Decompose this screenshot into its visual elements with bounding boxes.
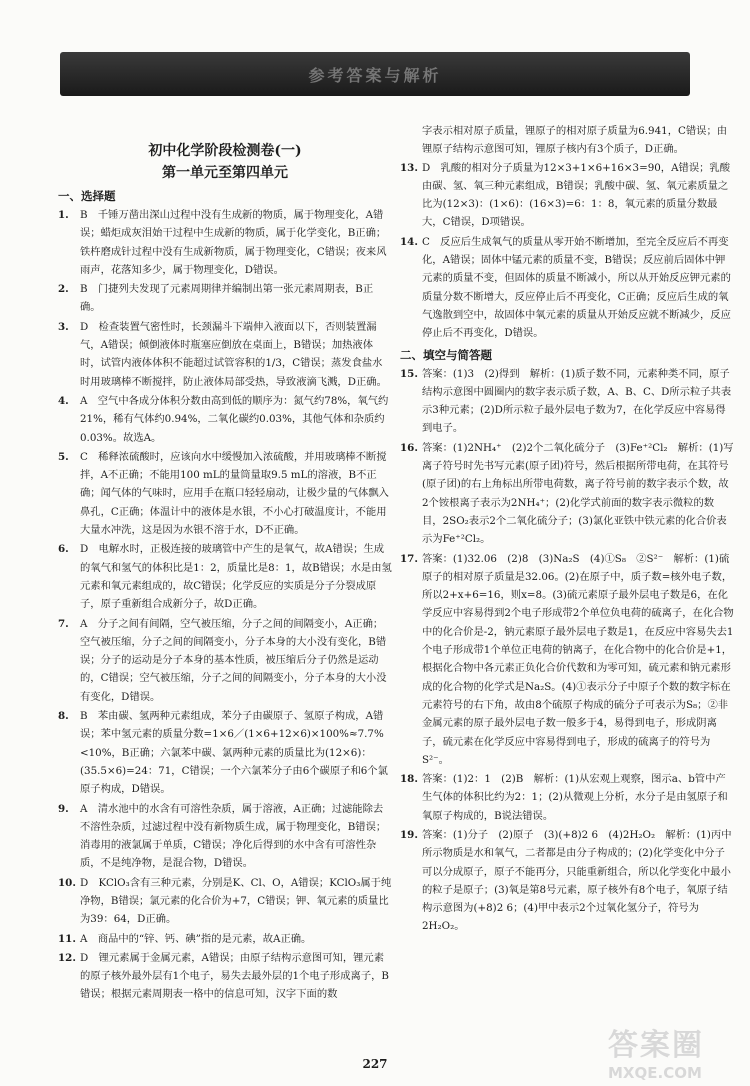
answer-number: 8. bbox=[58, 710, 69, 723]
document-title: 初中化学阶段检测卷(一) bbox=[148, 143, 302, 159]
answer-number: 6. bbox=[58, 543, 69, 556]
answer-number: 3. bbox=[58, 320, 69, 333]
answer-item bbox=[58, 707, 392, 798]
right-answer-list-b bbox=[400, 365, 734, 936]
answer-item bbox=[400, 550, 734, 770]
answer-number: 17. bbox=[400, 552, 418, 565]
answer-text: D 检查装置气密性时，长颈漏斗下端伸入液面以下，否则装置漏气，A错误；倾倒液体时瓶塞应倒放在桌面上，B错误；加热液体时，试管内液体体积不能超过试管容积的1/3，C错误；蒸发食盐水时用玻璃棒不断搅拌，防止液体局部受热，导致液滴飞溅，D正确。 bbox=[80, 320, 387, 388]
answer-item bbox=[400, 233, 734, 343]
answer-number: 16. bbox=[400, 441, 418, 454]
answer-number: 4. bbox=[58, 394, 69, 407]
answer-item bbox=[58, 615, 392, 706]
answer-number: 1. bbox=[58, 209, 69, 221]
answer-item bbox=[58, 448, 392, 539]
answer-item bbox=[58, 930, 392, 948]
answer-text: D KClO₃含有三种元素，分别是K、Cl、O，A错误；KClO₃属于纯净物，B错误；氯元素的化合价为+7，C错误；钾、氧元素的质量比为39：64，D正确。 bbox=[80, 876, 392, 926]
answer-number: 18. bbox=[400, 773, 418, 786]
answer-text: 答案：(1)分子 (2)原子 (3)(+8)2 6 (4)2H₂O₂ 解析：(1)丙中所示物质是水和氧气，二者都是由分子构成的；(2)化学变化中分子可以分成原子，原子不能再分，只能重新组合，所以化学变化中最小的粒子是原子；(3)氧是第8号元素，原子核外有8个电子，氧原子结构示意图为(+8)2 6；(4)甲中表示2个过氧化氢分子，符号为2H₂O₂。 bbox=[422, 828, 732, 933]
watermark-line2: MXQE.COM bbox=[608, 1064, 702, 1082]
answer-number: 9. bbox=[58, 802, 69, 815]
answer-item bbox=[400, 826, 734, 936]
answer-text: D 电解水时，正极连接的玻璃管中产生的是氧气，故A错误；生成的氧气和氢气的体积比是1：2，质量比是8：1，故B错误；水是由氢元素和氧元素组成的，故C错误；化学反应的实质是分子分裂成原子，原子重新组合成新分子，故D正确。 bbox=[80, 543, 392, 611]
answer-item bbox=[400, 439, 734, 549]
answer-text: A 商品中的“锌、钙、碘”指的是元素，故A正确。 bbox=[80, 932, 312, 945]
answer-text: C 稀释浓硫酸时，应该向水中缓慢加入浓硫酸，并用玻璃棒不断搅拌，A不正确；不能用100 mL的量筒量取9.5 mL的溶液，B不正确；闻气体的气味时，应用手在瓶口轻轻扇动，让极少量的气体飘入鼻孔，C正确；体温计中的液体是水银，不小心打破温度计，不能用大量水冲洗，这是因为水银不溶于水，D不正确。 bbox=[80, 450, 389, 537]
answer-text: D 锂元素属于金属元素，A错误；由原子结构示意图可知，锂元素的原子核外最外层有1个电子，易失去最外层的1个电子形成离子，B错误；根据元素周期表一格中的信息可知，汉字下面的数 bbox=[80, 951, 389, 1001]
answer-text: D 乳酸的相对分子质量为12×3+1×6+16×3=90，A错误；乳酸由碳、氢、氧三种元素组成，B错误；乳酸中碳、氢、氧元素质量之比为(12×3)：(1×6)：(16×3)=6：1：8，氧元素的质量分数最大，C错误，D项错误。 bbox=[422, 161, 731, 229]
answer-item bbox=[58, 392, 392, 447]
answer-text: 答案：(1)2NH₄⁺ (2)2个二氧化硫分子 (3)Fe⁺²Cl₂ 解析：(1)写离子符号时先书写元素(原子团)符号，然后根据所带电荷，在其符号(原子团)的右上角标出所带电荷数，离子符号前的数字表示个数，故2个铵根离子表示为2NH₄⁺；(2)化学式前面的数字表示微粒的数目，2SO₂表示2个二氧化硫分子；(3)氯化亚铁中铁元素的化合价表示为Fe⁺²Cl₂。 bbox=[422, 441, 734, 546]
answer-item bbox=[58, 206, 392, 279]
section-heading-choice: 一、选择题 bbox=[58, 189, 116, 203]
section-heading-fill: 二、填空与简答题 bbox=[400, 347, 492, 362]
continued-paragraph: 字表示相对原子质量，锂原子的相对原子质量为6.941，C错误；由锂原子结构示意图可知，锂原子核内有3个质子，D正确。 bbox=[422, 125, 728, 156]
page-number: 227 bbox=[362, 1057, 388, 1071]
answer-number: 5. bbox=[58, 450, 69, 463]
answer-number: 14. bbox=[400, 235, 418, 248]
answer-number: 12. bbox=[58, 951, 76, 964]
header-banner bbox=[60, 52, 690, 96]
answer-item bbox=[58, 318, 392, 391]
answer-number: 11. bbox=[58, 932, 76, 945]
answer-item bbox=[58, 874, 392, 929]
answer-number: 13. bbox=[400, 161, 418, 174]
document-subtitle: 第一单元至第四单元 bbox=[162, 165, 288, 181]
answer-text: A 清水池中的水含有可溶性杂质，属于溶液，A正确；过滤能除去不溶性杂质，过滤过程中没有新物质生成，属于物理变化，B错误；消毒用的液氯属于单质，C错误；净化后得到的水中含有可溶性杂质，不是纯净物，是混合物，D错误。 bbox=[80, 802, 387, 870]
answer-item bbox=[400, 365, 734, 438]
answer-text: A 分子之间有间隔，空气被压缩，分子之间的间隔变小，A正确；空气被压缩，分子之间的间隔变小，分子本身的大小没有变化，B错误；分子的运动是分子本身的基本性质，被压缩后分子仍然是运动的，C错误；空气被压缩，分子之间的间隔变小，分子本身的大小没有变化，D错误。 bbox=[80, 617, 387, 703]
answer-text: 答案：(1)2：1 (2)B 解析：(1)从宏观上观察，图示a、b管中产生气体的体积比约为2：1；(2)从微观上分析，水分子是由氢原子和氧原子构成的，B说法错误。 bbox=[422, 773, 728, 822]
answer-item bbox=[400, 159, 734, 232]
answer-text: B 苯由碳、氢两种元素组成，苯分子由碳原子、氢原子构成，A错误；苯中氢元素的质量分数=1×6／(1×6+12×6)×100%≈7.7%<10%，B正确；六氯苯中碳、氯两种元素的质量比为(12×6)：(35.5×6)=24：71，C错误；一个六氯苯分子由6个碳原子和6个氯原子构成，D错误。 bbox=[80, 710, 388, 796]
answer-text: A 空气中各成分体积分数由高到低的顺序为：氮气约78%，氧气约21%，稀有气体约0.94%，二氧化碳约0.03%，其他气体和杂质约0.03%。故选A。 bbox=[80, 394, 389, 444]
answer-text: B 千锤万凿出深山过程中没有生成新的物质，属于物理变化，A错误；蜡炬成灰泪始干过程中生成新的物质，属于化学变化，B正确；铁杵磨成针过程中没有生成新物质，属于物理变化，C错误；夜来风雨声，花落知多少，属于物理变化，D错误。 bbox=[80, 209, 387, 276]
answer-text: 答案：(1)32.06 (2)8 (3)Na₂S (4)①S₈ ②S²⁻ 解析：(1)硫原子的相对原子质量是32.06。(2)在原子中，质子数=核外电子数，所以2+x+6=16，则x=8。(3)硫元素原子最外层电子数是6，在化学反应中容易得到2个电子形成带2个单位负电荷的硫离子，在化合物中的化合价是-2，钠元素原子最外层电子数是1，在反应中容易失去1个电子形成带1个单位正电荷的钠离子，在化合物中的化合价是+1，根据化合物中各元素正负化合价代数和为零可知，硫元素和钠元素形成的化合物的化学式是Na₂S。(4)①表示分子中原子个数的数字标在元素符号的右下角，故由8个硫原子构成的硫分子可表示为S₈；②非金属元素的原子最外层电子数一般多于4，易得到电子，形成阴离子，硫元素在化学反应中容易得到电子，形成的硫离子的符号为S²⁻。 bbox=[422, 552, 734, 766]
answer-text: B 门捷列夫发现了元素周期律并编制出第一张元素周期表，B正确。 bbox=[80, 283, 374, 314]
answer-item bbox=[58, 540, 392, 613]
answer-item bbox=[58, 949, 392, 1004]
answer-item bbox=[58, 800, 392, 873]
left-column bbox=[58, 122, 392, 1005]
answer-number: 19. bbox=[400, 828, 418, 841]
watermark-line1: 答案圈 bbox=[608, 1028, 704, 1063]
answer-item bbox=[58, 280, 392, 317]
answer-number: 10. bbox=[58, 876, 76, 889]
banner-title: 参考答案与解析 bbox=[308, 65, 442, 85]
answer-number: 2. bbox=[58, 283, 69, 296]
answer-number: 7. bbox=[58, 617, 69, 630]
left-answer-list bbox=[58, 206, 392, 1004]
watermark-logo bbox=[608, 1020, 704, 1082]
right-answer-list-a bbox=[400, 159, 734, 343]
answer-text: C 反应后生成氧气的质量从零开始不断增加，至完全反应后不再变化，A错误；固体中锰元素的质量不变，B错误；反应前后固体中钾元素的质量不变，但固体的质量不断减小，所以从开始反应钾元素的质量分数不断增大，反应停止后不再变化，C正确；反应后生成的氧气逸散到空中，故固体中氧元素的质量从开始反应就不断减少，反应停止后不再变化，D错误。 bbox=[422, 235, 731, 340]
answer-text: 答案：(1)3 (2)得到 解析：(1)质子数不同，元素种类不同，原子结构示意图中圆圈内的数字表示质子数，A、B、C、D所示粒子共表示3种元素；(2)D所示粒子最外层电子数为7，在化学反应中容易得到电子。 bbox=[422, 367, 732, 435]
right-column bbox=[400, 122, 734, 937]
answer-item bbox=[400, 770, 734, 825]
answer-number: 15. bbox=[400, 367, 418, 380]
